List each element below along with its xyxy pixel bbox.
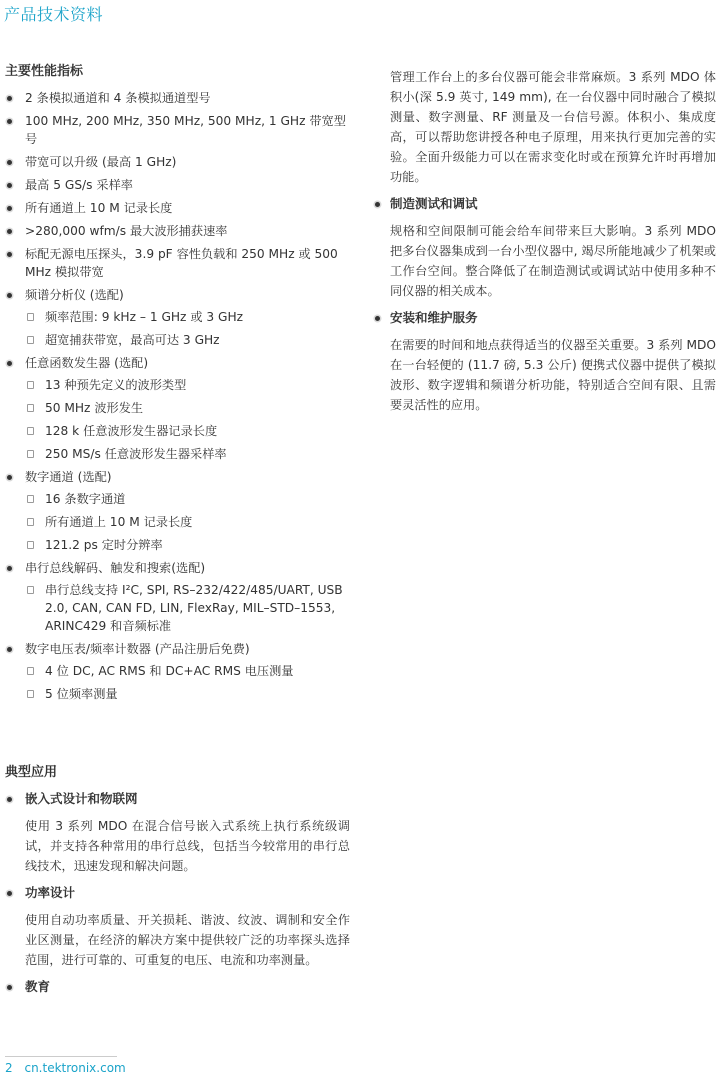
spec-item [5, 89, 350, 107]
spec-item-text: 带宽可以升级 (最高 1 GHz) [25, 155, 177, 169]
spec-item [5, 222, 350, 240]
spec-item-text: 标配无源电压探头，3.9 pF 容性负载和 250 MHz 或 500 MHz 模拟带宽 [25, 247, 338, 279]
spec-item-text: 数字电压表/频率计数器 (产品注册后免费) [25, 642, 250, 656]
left-column [5, 60, 350, 1004]
right-column [374, 67, 716, 423]
spec-item [5, 559, 350, 635]
applications-heading: 典型应用 [5, 765, 58, 780]
spec-sublist [25, 662, 350, 703]
spec-subitem: 50 MHz 波形发生 [25, 399, 350, 417]
spec-item-text: 最高 5 GS/s 采样率 [25, 178, 133, 192]
specs-list [5, 89, 350, 703]
spec-item-text: 任意函数发生器 (选配) [25, 356, 149, 370]
application-body: 在需要的时间和地点获得适当的仪器至关重要。3 系列 MDO 在一台轻便的 (11.7 磅, 5.3 公斤) 便携式仪器中提供了模拟波形、数字逻辑和频谱分析功能，特别适合空间有限、且需要灵活性的应用。 [390, 338, 716, 412]
spec-item-text: >280,000 wfm/s 最大波形捕获速率 [25, 224, 228, 238]
spec-subitem: 128 k 任意波形发生器记录长度 [25, 422, 350, 440]
spec-subitem: 121.2 ps 定时分辨率 [25, 536, 350, 554]
footer-divider [5, 1056, 117, 1057]
spec-sublist [25, 376, 350, 463]
spec-item [5, 199, 350, 217]
spec-subitem: 超宽捕获带宽，最高可达 3 GHz [25, 331, 350, 349]
page-header-title: 产品技术资料 [4, 5, 104, 24]
footer [5, 1061, 126, 1075]
application-title: 嵌入式设计和物联网 [5, 790, 350, 808]
spec-sublist [25, 581, 350, 635]
spec-item-text: 串行总线解码、触发和搜索(选配) [25, 561, 206, 575]
spec-item-text: 频谱分析仪 (选配) [25, 288, 124, 302]
spec-subitem: 频率范围: 9 kHz – 1 GHz 或 3 GHz [25, 308, 350, 326]
spec-item [5, 245, 350, 281]
spec-sublist [25, 490, 350, 554]
applications-right [374, 195, 716, 415]
spec-subitem: 所有通道上 10 M 记录长度 [25, 513, 350, 531]
spec-subitem: 250 MS/s 任意波形发生器采样率 [25, 445, 350, 463]
education-body-continued: 管理工作台上的多台仪器可能会非常麻烦。3 系列 MDO 体积小(深 5.9 英寸, 149 mm), 在一台仪器中同时融合了模拟测量、数字测量、RF 测量及一台信号源。体积小、集成度高，可以帮助您讲授各种电子原理，用来执行更加完善的实验。全面升级能力可以在需求变化时或在预算允许时再增加功能。 [390, 70, 716, 184]
page-number: 2 [5, 1061, 13, 1075]
spec-subitem: 16 条数字通道 [25, 490, 350, 508]
applications-left [5, 790, 350, 996]
application-body: 规格和空间限制可能会给车间带来巨大影响。3 系列 MDO 把多台仪器集成到一台小型仪器中, 竭尽所能地减少了机架或工作台空间。整合降低了在制造测试或调试站中使用多种不同仪器的相关成本。 [390, 224, 716, 298]
spec-item [5, 112, 350, 148]
spec-item [5, 286, 350, 349]
application-body: 使用自动功率质量、开关损耗、谐波、纹波、调制和安全作业区测量，在经济的解决方案中提供较广泛的功率探头选择范围，进行可靠的、可重复的电压、电流和功率测量。 [25, 913, 350, 967]
application-body: 使用 3 系列 MDO 在混合信号嵌入式系统上执行系统级调试，并支持各种常用的串行总线，包括当今较常用的串行总线技术，迅速发现和解决问题。 [25, 819, 350, 873]
application-title: 制造测试和调试 [374, 195, 716, 213]
application-title: 安装和维护服务 [374, 309, 716, 327]
application-title: 教育 [5, 978, 350, 996]
spec-item [5, 153, 350, 171]
footer-site-link[interactable]: cn.tektronix.com [24, 1061, 126, 1075]
spec-sublist [25, 308, 350, 349]
spec-item-text: 所有通道上 10 M 记录长度 [25, 201, 173, 215]
application-title: 功率设计 [5, 884, 350, 902]
specs-heading: 主要性能指标 [5, 64, 84, 79]
spec-item-text: 100 MHz, 200 MHz, 350 MHz, 500 MHz, 1 GHz 带宽型号 [25, 114, 346, 146]
spec-item [5, 354, 350, 463]
spec-item [5, 468, 350, 554]
spec-subitem: 13 种预先定义的波形类型 [25, 376, 350, 394]
spec-subitem: 串行总线支持 I²C, SPI, RS–232/422/485/UART, USB 2.0, CAN, CAN FD, LIN, FlexRay, MIL–STD–1553, ARINC429 和音频标准 [25, 581, 350, 635]
spec-item [5, 640, 350, 703]
spec-item-text: 2 条模拟通道和 4 条模拟通道型号 [25, 91, 211, 105]
spec-subitem: 4 位 DC, AC RMS 和 DC+AC RMS 电压测量 [25, 662, 350, 680]
spec-item [5, 176, 350, 194]
spec-item-text: 数字通道 (选配) [25, 470, 112, 484]
spec-subitem: 5 位频率测量 [25, 685, 350, 703]
